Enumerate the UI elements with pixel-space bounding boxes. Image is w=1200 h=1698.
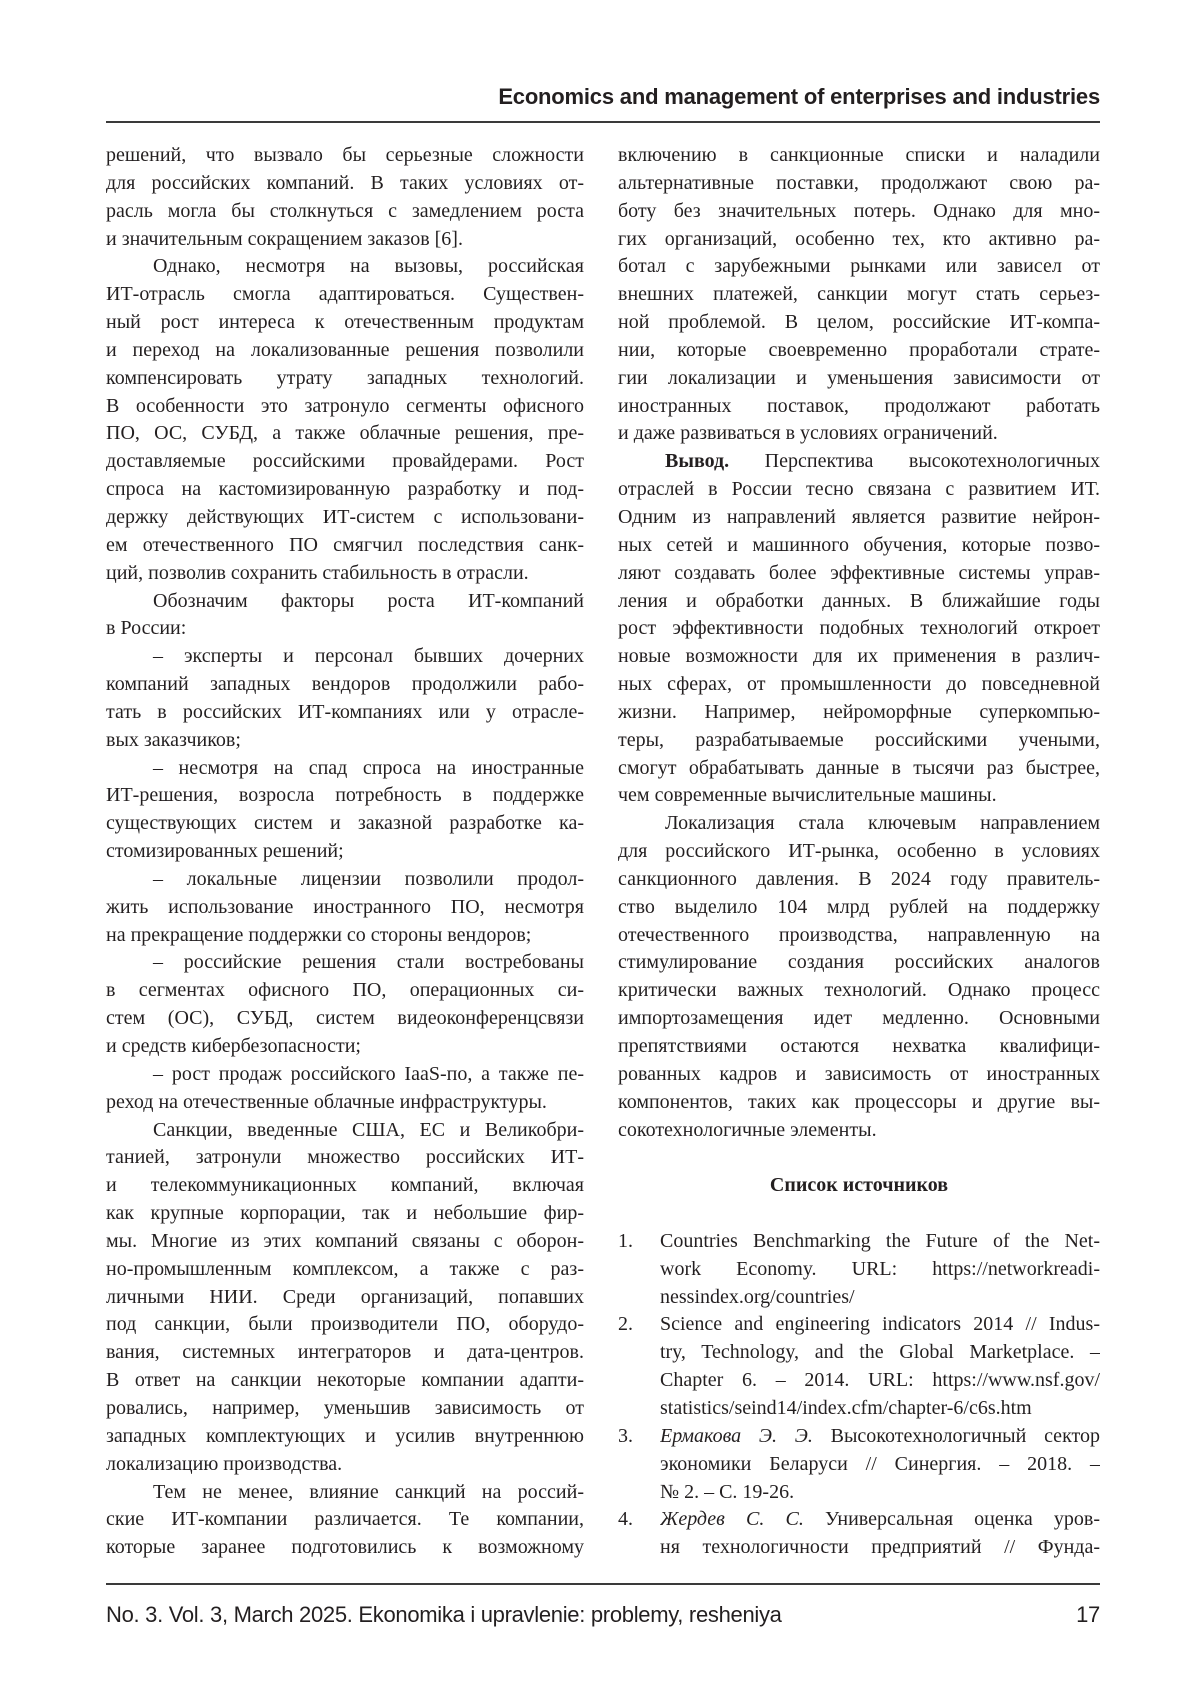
reference-item bbox=[618, 1228, 1100, 1312]
text-line: ных сетей и машинного обучения, которые позво- bbox=[618, 532, 1100, 560]
text-line: – российские решения стали востребованы bbox=[106, 949, 584, 977]
paragraph bbox=[106, 142, 584, 253]
conclusion-lead: Вывод. bbox=[665, 450, 729, 472]
reference-line: экономики Беларуси // Синергия. – 2018. – bbox=[660, 1451, 1100, 1479]
text-line: существующих систем и заказной разработке ка- bbox=[106, 810, 584, 838]
text-line: ровались, например, уменьшив зависимость от bbox=[106, 1395, 584, 1423]
text-line: и даже развиваться в условиях ограничений. bbox=[618, 420, 1100, 448]
reference-text: Универсальная оценка уров- bbox=[804, 1508, 1100, 1530]
text-line-content: Перспектива высокотехнологичных bbox=[729, 450, 1100, 472]
text-line: – локальные лицензии позволили продол- bbox=[106, 866, 584, 894]
text-line: компонентов, таких как процессоры и другие вы- bbox=[618, 1089, 1100, 1117]
text-line: – рост продаж российского IaaS-по, а также пе- bbox=[106, 1061, 584, 1089]
text-line: сокотехнологичные элементы. bbox=[618, 1117, 1100, 1145]
reference-line bbox=[660, 1506, 1100, 1534]
text-line: нии, которые своевременно проработали страте- bbox=[618, 337, 1100, 365]
text-line: локализацию производства. bbox=[106, 1451, 584, 1479]
text-line: ботал с зарубежными рынками или зависел от bbox=[618, 253, 1100, 281]
references-list bbox=[618, 1228, 1100, 1562]
footer-journal: No. 3. Vol. 3, March 2025. Ekonomika i upravlenie: problemy, resheniya bbox=[106, 1602, 782, 1628]
text-line: отраслей в России тесно связана с развитием ИТ. bbox=[618, 476, 1100, 504]
text-line: вых заказчиков; bbox=[106, 727, 584, 755]
reference-line: try, Technology, and the Global Marketplace. – bbox=[660, 1339, 1100, 1367]
text-line: Санкции, введенные США, ЕС и Великобри- bbox=[106, 1117, 584, 1145]
text-line: стем (ОС), СУБД, систем видеоконференцсвязи bbox=[106, 1005, 584, 1033]
text-line: ной проблемой. В целом, российские ИТ-компа- bbox=[618, 309, 1100, 337]
reference-number: 2. bbox=[618, 1311, 633, 1339]
text-line: Одним из направлений является развитие нейрон- bbox=[618, 504, 1100, 532]
text-line: импортозамещения идет медленно. Основными bbox=[618, 1005, 1100, 1033]
text-line: компаний западных вендоров продолжили рабо- bbox=[106, 671, 584, 699]
text-line: – несмотря на спад спроса на иностранные bbox=[106, 755, 584, 783]
text-line: ские ИТ-компании различается. Те компании, bbox=[106, 1506, 584, 1534]
paragraph bbox=[106, 1479, 584, 1563]
references-heading: Список источников bbox=[618, 1172, 1100, 1200]
reference-item bbox=[618, 1311, 1100, 1422]
text-line: но-промышленным комплексом, а также с раз- bbox=[106, 1256, 584, 1284]
text-line: ных сферах, от промышленности до повседневной bbox=[618, 671, 1100, 699]
spacer bbox=[618, 1200, 1100, 1228]
page-number: 17 bbox=[1076, 1602, 1100, 1628]
text-line bbox=[618, 448, 1100, 476]
text-line: чем современные вычислительные машины. bbox=[618, 782, 1100, 810]
reference-line: ня технологичности предприятий // Фунда- bbox=[660, 1534, 1100, 1562]
text-line: ления и обработки данных. В ближайшие годы bbox=[618, 588, 1100, 616]
reference-author: Жердев С. С. bbox=[660, 1508, 804, 1530]
text-line: критически важных технологий. Однако процесс bbox=[618, 977, 1100, 1005]
text-line: иностранных поставок, продолжают работать bbox=[618, 393, 1100, 421]
text-line: гии локализации и уменьшения зависимости от bbox=[618, 365, 1100, 393]
text-line: ем отечественного ПО смягчил последствия санк- bbox=[106, 532, 584, 560]
text-line: личными НИИ. Среди организаций, попавших bbox=[106, 1284, 584, 1312]
reference-number: 3. bbox=[618, 1423, 633, 1451]
text-line: и значительным сокращением заказов [6]. bbox=[106, 226, 584, 254]
reference-line: nessindex.org/countries/ bbox=[660, 1284, 1100, 1312]
text-line: боту без значительных потерь. Однако для мно- bbox=[618, 198, 1100, 226]
text-line: держку действующих ИТ-систем с использовани- bbox=[106, 504, 584, 532]
text-line: В особенности это затронуло сегменты офисного bbox=[106, 393, 584, 421]
reference-text: Высокотехнологичный сектор bbox=[813, 1425, 1100, 1447]
text-line: в России: bbox=[106, 615, 584, 643]
text-line: жить использование иностранного ПО, несмотря bbox=[106, 894, 584, 922]
spacer bbox=[618, 1144, 1100, 1172]
text-line: В ответ на санкции некоторые компании адапти- bbox=[106, 1367, 584, 1395]
reference-item bbox=[618, 1506, 1100, 1562]
reference-line: work Economy. URL: https://networkreadi- bbox=[660, 1256, 1100, 1284]
text-line: Тем не менее, влияние санкций на россий- bbox=[106, 1479, 584, 1507]
text-line: танией, затронули множество российских ИТ- bbox=[106, 1144, 584, 1172]
text-line: ИТ-отрасль смогла адаптироваться. Существен- bbox=[106, 281, 584, 309]
text-line: включению в санкционные списки и наладили bbox=[618, 142, 1100, 170]
header-rule bbox=[106, 121, 1100, 123]
text-line: расль могла бы столкнуться с замедлением роста bbox=[106, 198, 584, 226]
paragraph bbox=[106, 253, 584, 587]
text-line: теры, разрабатываемые российскими учеными, bbox=[618, 727, 1100, 755]
text-line: смогут обрабатывать данные в тысячи раз быстрее, bbox=[618, 755, 1100, 783]
text-line: спроса на кастомизированную разработку и под- bbox=[106, 476, 584, 504]
reference-line: № 2. – С. 19-26. bbox=[660, 1479, 1100, 1507]
text-line: западных комплектующих и усилив внутреннюю bbox=[106, 1423, 584, 1451]
paragraph bbox=[106, 866, 584, 950]
text-line: решений, что вызвало бы серьезные сложности bbox=[106, 142, 584, 170]
text-line: как крупные корпорации, так и небольшие фир- bbox=[106, 1200, 584, 1228]
text-line: препятствиями остаются нехватка квалифици- bbox=[618, 1033, 1100, 1061]
text-line: вания, системных интеграторов и дата-центров. bbox=[106, 1339, 584, 1367]
text-line: на прекращение поддержки со стороны вендоров; bbox=[106, 922, 584, 950]
text-line: отечественного производства, направленную на bbox=[618, 922, 1100, 950]
paragraph bbox=[618, 810, 1100, 1144]
text-line: санкционного давления. В 2024 году правитель- bbox=[618, 866, 1100, 894]
reference-number: 1. bbox=[618, 1228, 633, 1256]
paragraph bbox=[106, 1061, 584, 1117]
text-line: ляют создавать более эффективные системы управ- bbox=[618, 560, 1100, 588]
text-line: стомизированных решений; bbox=[106, 838, 584, 866]
text-line: под санкции, были производители ПО, оборудо- bbox=[106, 1311, 584, 1339]
text-line: жизни. Например, нейроморфные суперкомпью- bbox=[618, 699, 1100, 727]
paragraph bbox=[106, 588, 584, 644]
text-line: ПО, ОС, СУБД, а также облачные решения, пре- bbox=[106, 420, 584, 448]
running-header: Economics and management of enterprises and industries bbox=[106, 84, 1100, 110]
text-line: тать в российских ИТ-компаниях или у отрасле- bbox=[106, 699, 584, 727]
text-line: Локализация стала ключевым направлением bbox=[618, 810, 1100, 838]
text-line: Однако, несмотря на вызовы, российская bbox=[106, 253, 584, 281]
text-line: мы. Многие из этих компаний связаны с оборон- bbox=[106, 1228, 584, 1256]
reference-line bbox=[660, 1423, 1100, 1451]
text-line: ций, позволив сохранить стабильность в отрасли. bbox=[106, 560, 584, 588]
footer bbox=[106, 1602, 1100, 1628]
text-line: которые заранее подготовились к возможному bbox=[106, 1534, 584, 1562]
text-line: и переход на локализованные решения позволили bbox=[106, 337, 584, 365]
text-line: ИТ-решения, возросла потребность в поддержке bbox=[106, 782, 584, 810]
text-line: внешних платежей, санкции могут стать серьез- bbox=[618, 281, 1100, 309]
left-column bbox=[106, 142, 584, 1562]
text-line: компенсировать утрату западных технологий. bbox=[106, 365, 584, 393]
reference-line: Countries Benchmarking the Future of the Net- bbox=[660, 1228, 1100, 1256]
text-line: для российского ИТ-рынка, особенно в условиях bbox=[618, 838, 1100, 866]
conclusion-paragraph bbox=[618, 448, 1100, 810]
footer-rule bbox=[106, 1583, 1100, 1585]
text-line: в сегментах офисного ПО, операционных си- bbox=[106, 977, 584, 1005]
right-column bbox=[618, 142, 1100, 1562]
text-line: Обозначим факторы роста ИТ-компаний bbox=[106, 588, 584, 616]
paragraph bbox=[106, 1117, 584, 1479]
reference-line: Chapter 6. – 2014. URL: https://www.nsf.gov/ bbox=[660, 1367, 1100, 1395]
text-line: рост эффективности подобных технологий откроет bbox=[618, 615, 1100, 643]
text-line: реход на отечественные облачные инфраструктуры. bbox=[106, 1089, 584, 1117]
text-line: альтернативные поставки, продолжают свою ра- bbox=[618, 170, 1100, 198]
text-line: и средств кибербезопасности; bbox=[106, 1033, 584, 1061]
reference-line: Science and engineering indicators 2014 // Indus- bbox=[660, 1311, 1100, 1339]
paragraph bbox=[106, 643, 584, 754]
paragraph bbox=[106, 949, 584, 1060]
reference-item bbox=[618, 1423, 1100, 1507]
text-line: и телекоммуникационных компаний, включая bbox=[106, 1172, 584, 1200]
text-line: ство выделило 104 млрд рублей на поддержку bbox=[618, 894, 1100, 922]
text-line: для российских компаний. В таких условиях от- bbox=[106, 170, 584, 198]
text-line: доставляемые российскими провайдерами. Рост bbox=[106, 448, 584, 476]
reference-author: Ермакова Э. Э. bbox=[660, 1425, 813, 1447]
text-line: ный рост интереса к отечественным продуктам bbox=[106, 309, 584, 337]
reference-line: statistics/seind14/index.cfm/chapter-6/c6s.htm bbox=[660, 1395, 1100, 1423]
text-line: гих организаций, особенно тех, кто активно ра- bbox=[618, 226, 1100, 254]
reference-number: 4. bbox=[618, 1506, 633, 1534]
text-line: стимулирование создания российских аналогов bbox=[618, 949, 1100, 977]
text-line: – эксперты и персонал бывших дочерних bbox=[106, 643, 584, 671]
paragraph bbox=[618, 142, 1100, 448]
paragraph bbox=[106, 755, 584, 866]
text-line: рованных кадров и зависимость от иностранных bbox=[618, 1061, 1100, 1089]
text-line: новые возможности для их применения в различ- bbox=[618, 643, 1100, 671]
